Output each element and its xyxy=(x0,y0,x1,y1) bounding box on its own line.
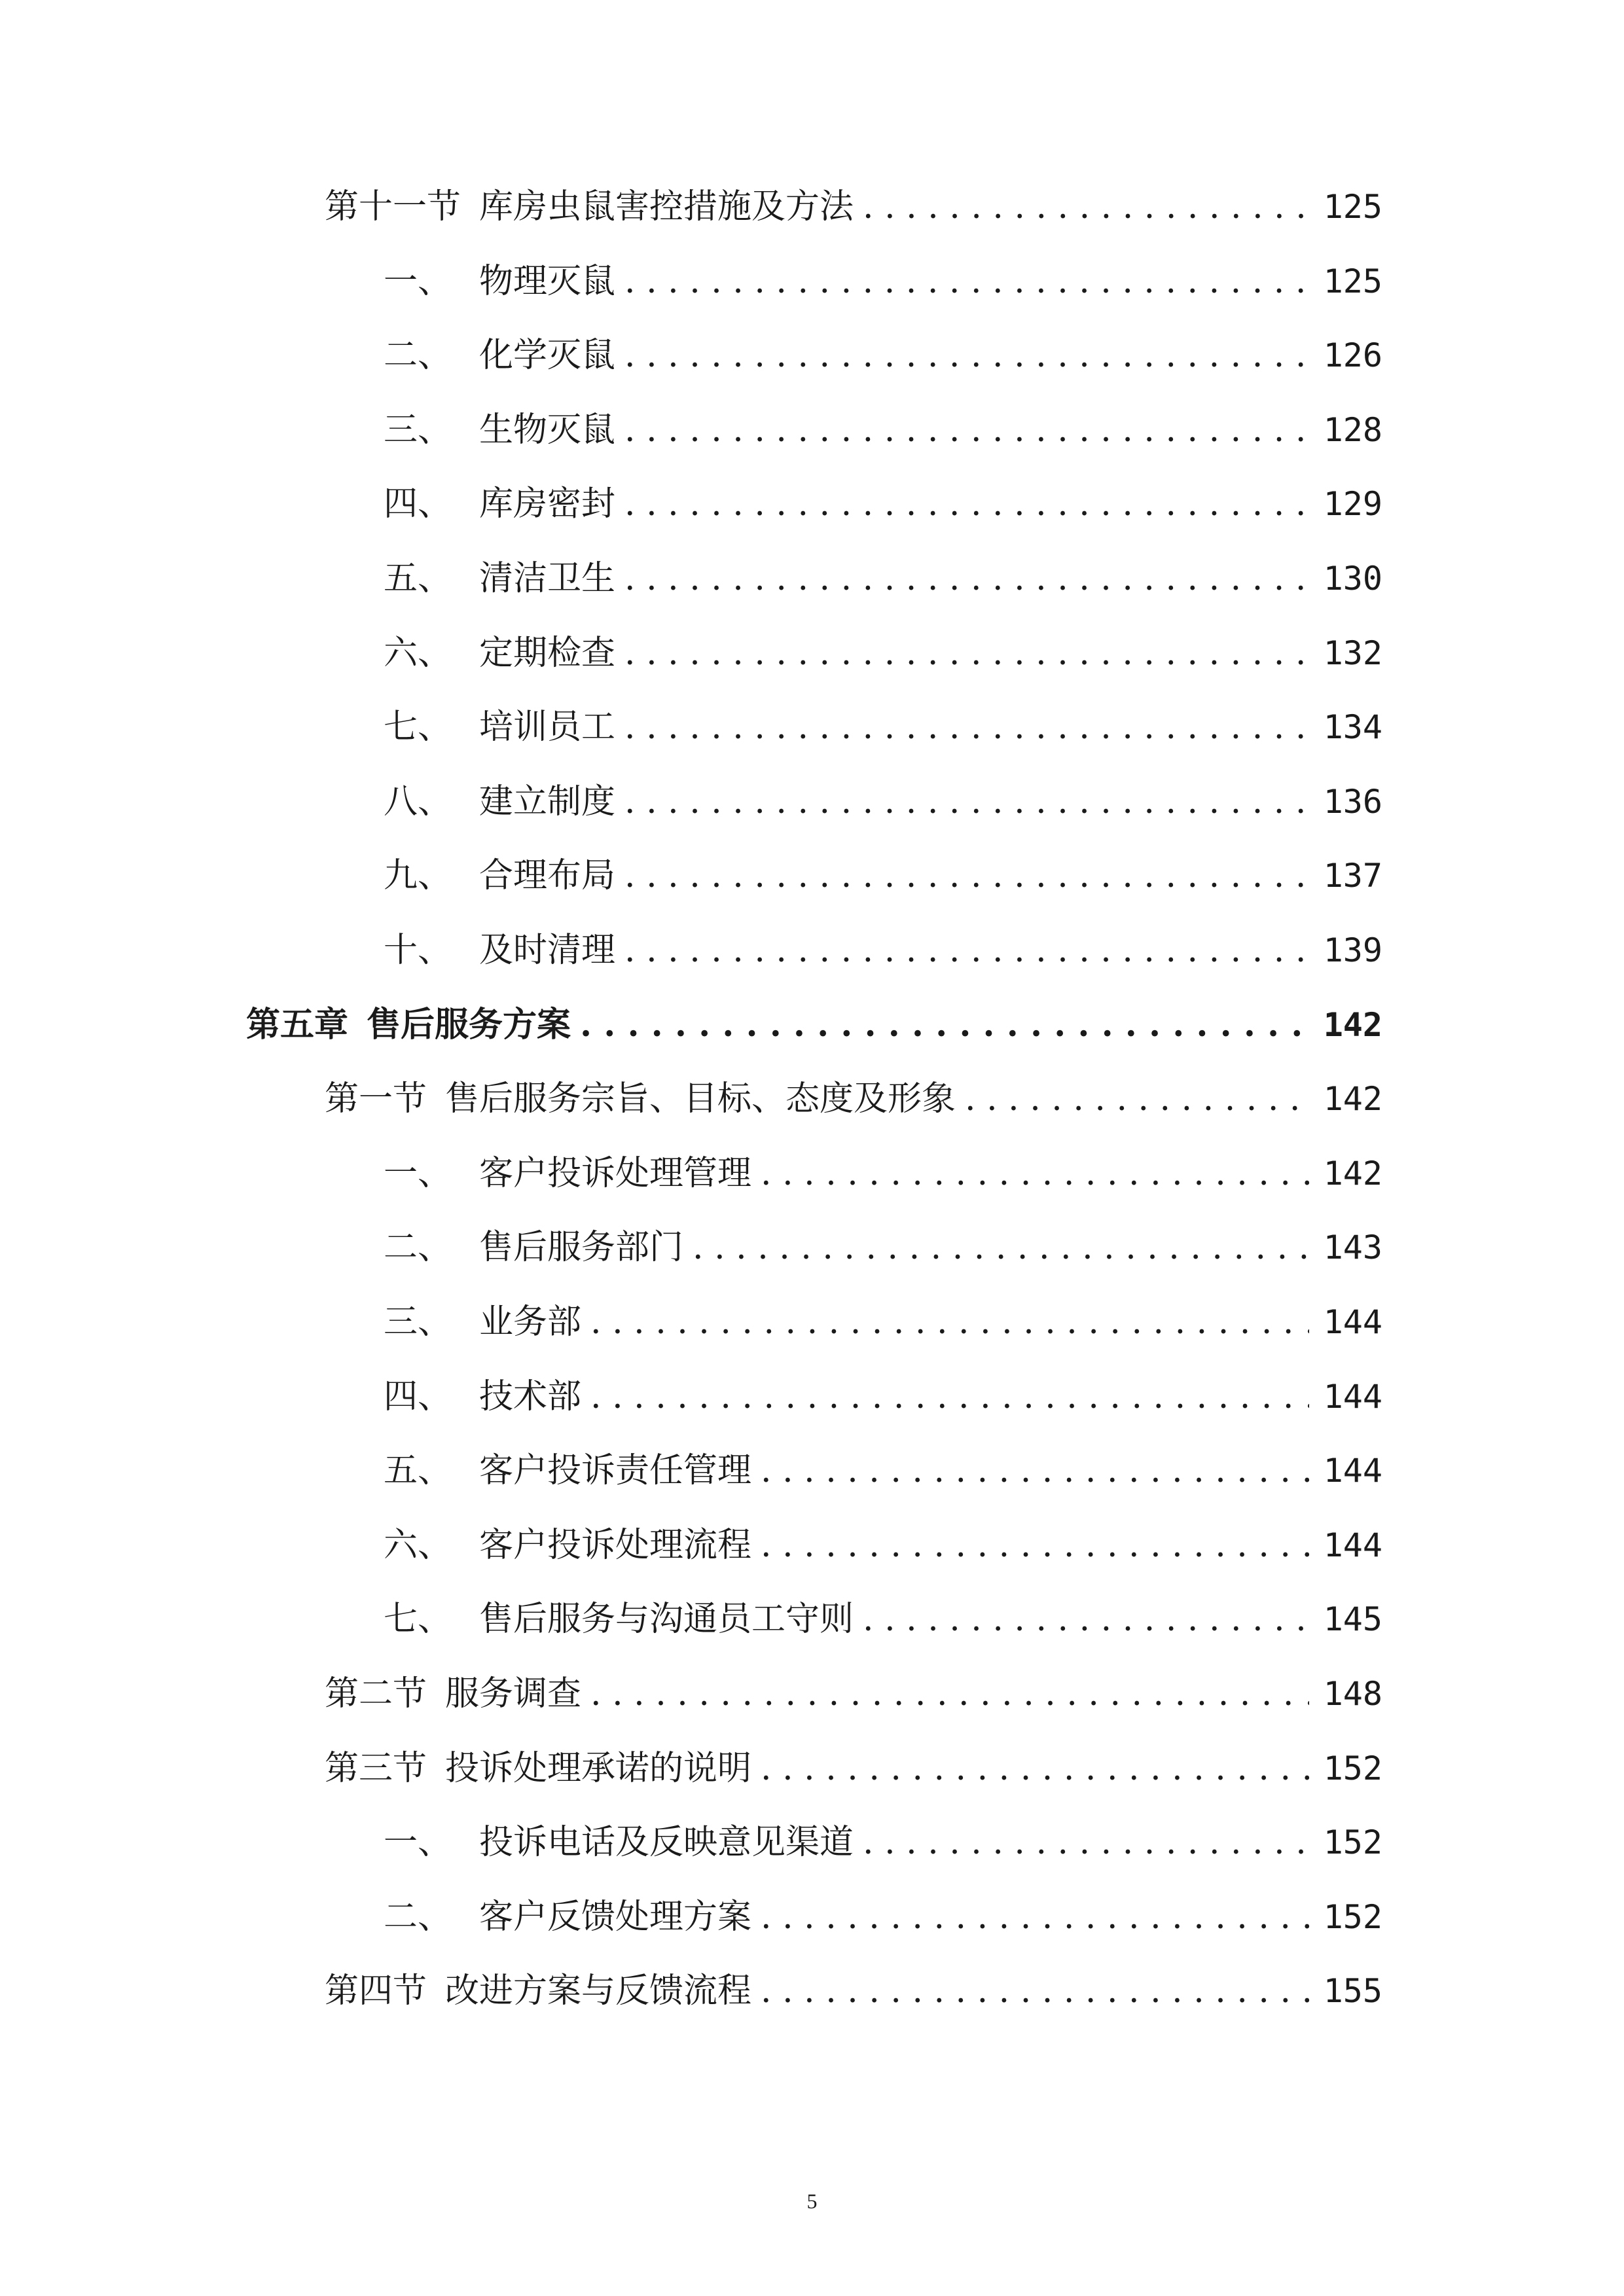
toc-dot-leader xyxy=(965,1073,1309,1125)
toc-entry-page-number: 136 xyxy=(1323,783,1382,821)
toc-item-entry[interactable] xyxy=(384,1816,1382,1869)
toc-entry-title: 售后服务宗旨、目标、态度及形象 xyxy=(445,1079,956,1119)
toc-dot-leader xyxy=(624,850,1309,902)
toc-dot-leader xyxy=(863,1593,1309,1645)
toc-dot-leader xyxy=(761,1519,1309,1571)
toc-entry-number: 三、 xyxy=(384,410,452,450)
toc-section-entry[interactable] xyxy=(325,1668,1382,1720)
toc-dot-leader xyxy=(590,1296,1309,1348)
toc-entry-number: 五、 xyxy=(384,559,452,598)
toc-entry-page-number: 148 xyxy=(1323,1675,1382,1713)
toc-entry-title: 客户投诉处理管理 xyxy=(479,1154,752,1193)
toc-entry-title: 物理灭鼠 xyxy=(479,262,616,301)
toc-dot-leader xyxy=(761,1147,1309,1200)
toc-entry-title: 培训员工 xyxy=(479,708,616,747)
toc-entry-page-number: 143 xyxy=(1323,1229,1382,1266)
toc-entry-title: 建立制度 xyxy=(479,782,616,821)
toc-entry-page-number: 134 xyxy=(1323,708,1382,746)
toc-entry-title: 生物灭鼠 xyxy=(479,410,616,450)
toc-item-entry[interactable] xyxy=(384,701,1382,753)
toc-dot-leader xyxy=(590,1371,1309,1423)
toc-entry-number: 十、 xyxy=(384,931,452,970)
toc-entry-title: 客户投诉责任管理 xyxy=(479,1451,752,1490)
toc-entry-title: 服务调查 xyxy=(445,1674,582,1713)
toc-item-entry[interactable] xyxy=(384,1147,1382,1200)
toc-entry-number: 七、 xyxy=(384,1600,452,1639)
toc-entry-number: 七、 xyxy=(384,708,452,747)
toc-entry-title: 投诉处理承诺的说明 xyxy=(445,1749,752,1788)
toc-item-entry[interactable] xyxy=(384,1593,1382,1645)
toc-entry-number: 六、 xyxy=(384,634,452,673)
toc-item-entry[interactable] xyxy=(384,1891,1382,1943)
toc-entry-page-number: 125 xyxy=(1323,262,1382,300)
toc-dot-leader xyxy=(590,1668,1309,1720)
page-number: 5 xyxy=(806,2189,818,2213)
toc-entry-page-number: 142 xyxy=(1323,1080,1382,1118)
toc-item-entry[interactable] xyxy=(384,1371,1382,1423)
toc-entry-title: 定期检查 xyxy=(479,634,616,673)
toc-entry-number: 九、 xyxy=(384,856,452,895)
toc-dot-leader xyxy=(624,776,1309,828)
toc-entry-number: 六、 xyxy=(384,1526,452,1565)
toc-entry-number: 第一节 xyxy=(325,1079,427,1119)
toc-entry-title: 售后服务部门 xyxy=(479,1228,684,1267)
toc-entry-number: 一、 xyxy=(384,262,452,301)
toc-entry-page-number: 144 xyxy=(1323,1303,1382,1341)
toc-entry-number: 第十一节 xyxy=(325,187,461,226)
toc-entry-number: 二、 xyxy=(384,336,452,375)
toc-dot-leader xyxy=(863,1816,1309,1869)
toc-entry-title: 库房虫鼠害控措施及方法 xyxy=(479,187,854,226)
toc-entry-number: 一、 xyxy=(384,1154,452,1193)
toc-dot-leader xyxy=(863,181,1309,233)
toc-item-entry[interactable] xyxy=(384,1519,1382,1571)
toc-entry-title: 改进方案与反馈流程 xyxy=(445,1971,752,2011)
toc-dot-leader xyxy=(624,627,1309,679)
toc-dot-leader xyxy=(761,1965,1309,2017)
toc-item-entry[interactable] xyxy=(384,1444,1382,1497)
toc-item-entry[interactable] xyxy=(384,404,1382,456)
toc-section-entry[interactable] xyxy=(325,1742,1382,1795)
toc-entry-page-number: 126 xyxy=(1323,336,1382,374)
toc-entry-number: 第四节 xyxy=(325,1971,427,2011)
toc-entry-page-number: 152 xyxy=(1323,1823,1382,1861)
toc-dot-leader xyxy=(580,999,1309,1051)
toc-entry-page-number: 144 xyxy=(1323,1526,1382,1564)
toc-dot-leader xyxy=(761,1891,1309,1943)
toc-entry-page-number: 130 xyxy=(1323,560,1382,598)
toc-entry-title: 库房密封 xyxy=(479,484,616,524)
toc-dot-leader xyxy=(624,404,1309,456)
toc-dot-leader xyxy=(624,478,1309,530)
toc-item-entry[interactable] xyxy=(384,850,1382,902)
toc-entry-number: 二、 xyxy=(384,1228,452,1267)
toc-entry-page-number: 139 xyxy=(1323,931,1382,969)
toc-item-entry[interactable] xyxy=(384,776,1382,828)
toc-item-entry[interactable] xyxy=(384,1296,1382,1348)
toc-dot-leader xyxy=(761,1444,1309,1497)
toc-dot-leader xyxy=(624,255,1309,308)
toc-entry-number: 四、 xyxy=(384,484,452,524)
toc-entry-number: 二、 xyxy=(384,1897,452,1937)
toc-item-entry[interactable] xyxy=(384,329,1382,382)
toc-entry-number: 三、 xyxy=(384,1302,452,1342)
toc-entry-number: 四、 xyxy=(384,1377,452,1416)
toc-section-entry[interactable] xyxy=(325,181,1382,233)
toc-entry-page-number: 145 xyxy=(1323,1600,1382,1638)
toc-dot-leader xyxy=(624,701,1309,753)
toc-item-entry[interactable] xyxy=(384,478,1382,530)
toc-entry-page-number: 144 xyxy=(1323,1378,1382,1416)
toc-dot-leader xyxy=(624,552,1309,605)
toc-item-entry[interactable] xyxy=(384,627,1382,679)
toc-entry-page-number: 125 xyxy=(1323,188,1382,226)
toc-entry-page-number: 128 xyxy=(1323,411,1382,449)
toc-entry-title: 化学灭鼠 xyxy=(479,336,616,375)
toc-entry-title: 售后服务方案 xyxy=(367,1005,571,1045)
toc-entry-number: 八、 xyxy=(384,782,452,821)
toc-entry-page-number: 142 xyxy=(1323,1155,1382,1193)
toc-entry-number: 第三节 xyxy=(325,1749,427,1788)
toc-entry-title: 及时清理 xyxy=(479,931,616,970)
toc-entry-number: 第二节 xyxy=(325,1674,427,1713)
toc-dot-leader xyxy=(624,329,1309,382)
toc-section-entry[interactable] xyxy=(325,1073,1382,1125)
toc-entry-page-number: 142 xyxy=(1323,1006,1382,1044)
toc-item-entry[interactable] xyxy=(384,552,1382,605)
toc-dot-leader xyxy=(624,924,1309,977)
toc-entry-page-number: 132 xyxy=(1323,634,1382,672)
toc-entry-title: 业务部 xyxy=(479,1302,582,1342)
toc-entry-page-number: 155 xyxy=(1323,1972,1382,2010)
toc-entry-title: 售后服务与沟通员工守则 xyxy=(479,1600,854,1639)
toc-entry-page-number: 144 xyxy=(1323,1452,1382,1490)
toc-entry-page-number: 129 xyxy=(1323,485,1382,523)
toc-entry-number: 五、 xyxy=(384,1451,452,1490)
toc-item-entry[interactable] xyxy=(384,1221,1382,1274)
toc-entry-title: 客户投诉处理流程 xyxy=(479,1526,752,1565)
toc-entry-number: 一、 xyxy=(384,1823,452,1862)
toc-dot-leader xyxy=(761,1742,1309,1795)
toc-entry-page-number: 137 xyxy=(1323,857,1382,895)
toc-section-entry[interactable] xyxy=(325,1965,1382,2017)
toc-entry-number: 第五章 xyxy=(246,1005,349,1045)
toc-entry-title: 技术部 xyxy=(479,1377,582,1416)
toc-entry-page-number: 152 xyxy=(1323,1749,1382,1787)
toc-entry-title: 投诉电话及反映意见渠道 xyxy=(479,1823,854,1862)
toc-entry-title: 合理布局 xyxy=(479,856,616,895)
toc-chapter-entry[interactable] xyxy=(246,999,1382,1051)
toc-entry-title: 客户反馈处理方案 xyxy=(479,1897,752,1937)
toc-item-entry[interactable] xyxy=(384,924,1382,977)
toc-entry-page-number: 152 xyxy=(1323,1898,1382,1936)
toc-item-entry[interactable] xyxy=(384,255,1382,308)
toc-entry-title: 清洁卫生 xyxy=(479,559,616,598)
toc-dot-leader xyxy=(693,1221,1309,1274)
